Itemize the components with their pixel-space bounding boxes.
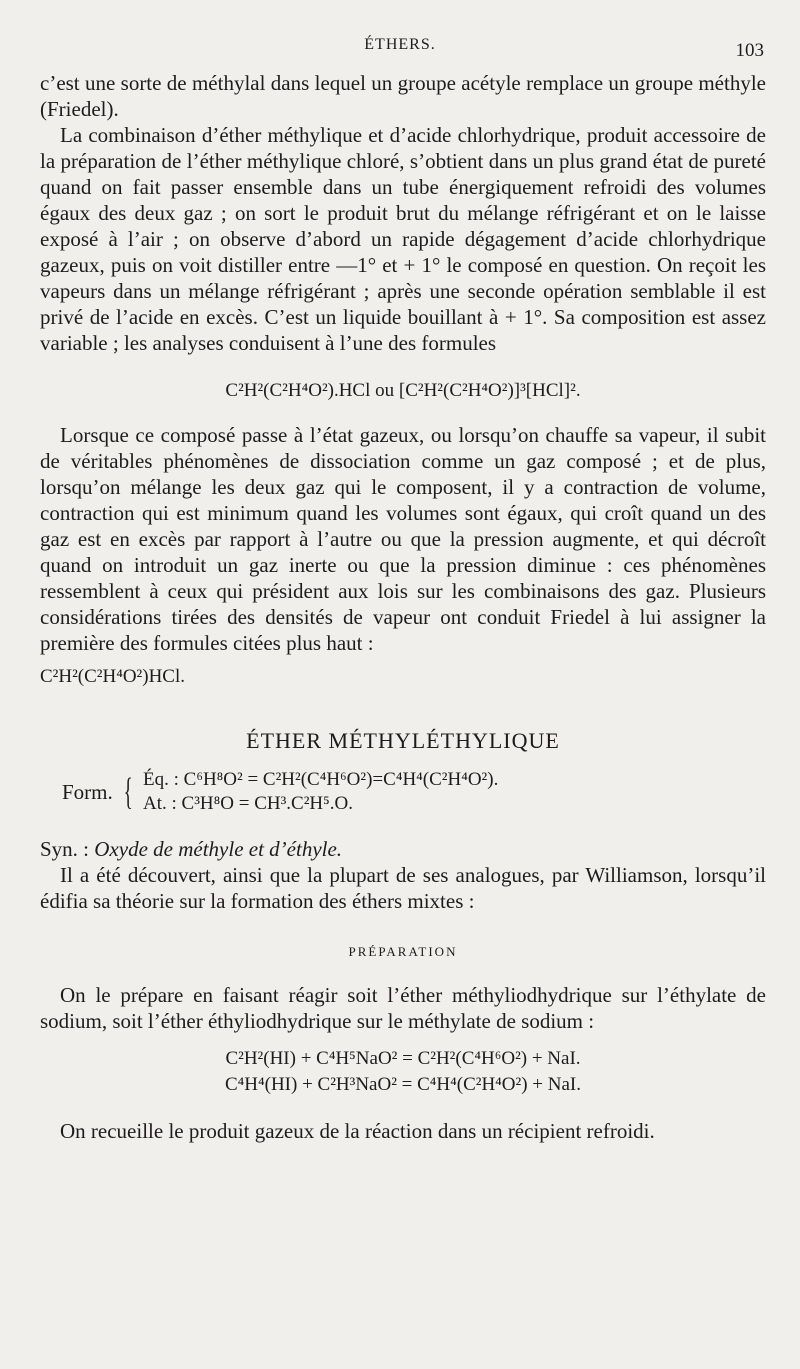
- formula-lines: [143, 768, 498, 816]
- section-heading: ÉTHER MÉTHYLÉTHYLIQUE: [246, 728, 560, 753]
- paragraph-collection: On recueille le produit gazeux de la réaction dans un récipient refroidi.: [60, 1119, 655, 1143]
- formula-atomic: At. : C³H⁸O = CH³.C²H⁵.O.: [143, 793, 353, 814]
- paragraph-continuation: c’est une sorte de méthylal dans lequel un groupe acétyle remplace un groupe méthyle (Friedel).: [40, 71, 766, 121]
- formula-equivalent: Éq. : C⁶H⁸O² = C²H²(C⁴H⁶O²)=C⁴H⁴(C²H⁴O²).: [143, 769, 499, 790]
- paragraph-discovery: Il a été découvert, ainsi que la plupart de ses analogues, par Williamson, lorsqu’il édifia sa théorie sur la formation des éthers mixtes :: [40, 863, 766, 913]
- equation-1: C²H²(HI) + C⁴H⁵NaO² = C²H²(C⁴H⁶O²) + NaI.: [225, 1048, 581, 1069]
- paragraph-preparation: On le prépare en faisant réagir soit l’éther méthyliodhydrique sur l’éthylate de sodium, soit l’éther éthyliodhydrique sur le méthylate de sodium :: [40, 983, 766, 1033]
- formula-composition: C²H²(C²H⁴O²).HCl ou [C²H²(C²H⁴O²)]³[HCl]².: [225, 380, 581, 401]
- synonym-text: Oxyde de méthyle et d’éthyle.: [94, 837, 343, 861]
- subheading-preparation: PRÉPARATION: [348, 944, 458, 959]
- page-body: [40, 70, 766, 1144]
- running-head: [0, 34, 800, 61]
- form-label: Form.: [62, 779, 113, 804]
- paragraph-dissociation: Lorsque ce composé passe à l’état gazeux, ou lorsqu’on chauffe sa vapeur, il subit de véritables phénomènes de dissociation comme un gaz composé ; et de plus, lorsqu’on mélange les deux gaz qui le composent, il y a contraction de volume, contraction qui est minimum quand les volumes sont égaux, qui croît quand un des gaz est en excès par rapport à l’autre ou que la pression augmente, et qui décroît quand on introduit un gaz inerte ou que la pression diminue : ces phénomènes ressemblent à ceux qui président aux lois sur les combinaisons des gaz. Plusieurs considérations tirées des densités de vapeur ont conduit Friedel à lui assigner la première des formules citées plus haut :: [40, 423, 766, 655]
- brace-icon: {: [123, 771, 133, 813]
- page-number: 103: [735, 40, 764, 61]
- formula-block: [62, 768, 766, 816]
- formula-friedel: C²H²(C²H⁴O²)HCl.: [40, 666, 185, 687]
- synonym-line: [40, 836, 766, 862]
- equation-2: C⁴H⁴(HI) + C²H³NaO² = C⁴H⁴(C²H⁴O²) + NaI.: [224, 1074, 581, 1095]
- paragraph-combination: La combinaison d’éther méthylique et d’acide chlorhydrique, produit accessoire de la préparation de l’éther méthylique chloré, s’obtient dans un plus grand état de pureté quand on fait passer ensemble dans un tube énergiquement refroidi des volumes égaux des deux gaz ; on sort le produit brut du mélange réfrigérant et on le laisse exposé à l’air ; on observe d’abord un rapide dégagement d’acide chlorhydrique gazeux, puis on voit distiller entre —1° et + 1° le composé en question. On reçoit les vapeurs dans un mélange réfrigérant ; après une seconde opération semblable il est privé de l’acide en excès. C’est un liquide bouillant à + 1°. Sa composition est assez variable ; les analyses conduisent à l’une des formules: [40, 123, 766, 355]
- synonym-label: Syn. :: [40, 837, 90, 861]
- reaction-equations: [40, 1046, 766, 1098]
- running-title: ÉTHERS.: [364, 36, 436, 53]
